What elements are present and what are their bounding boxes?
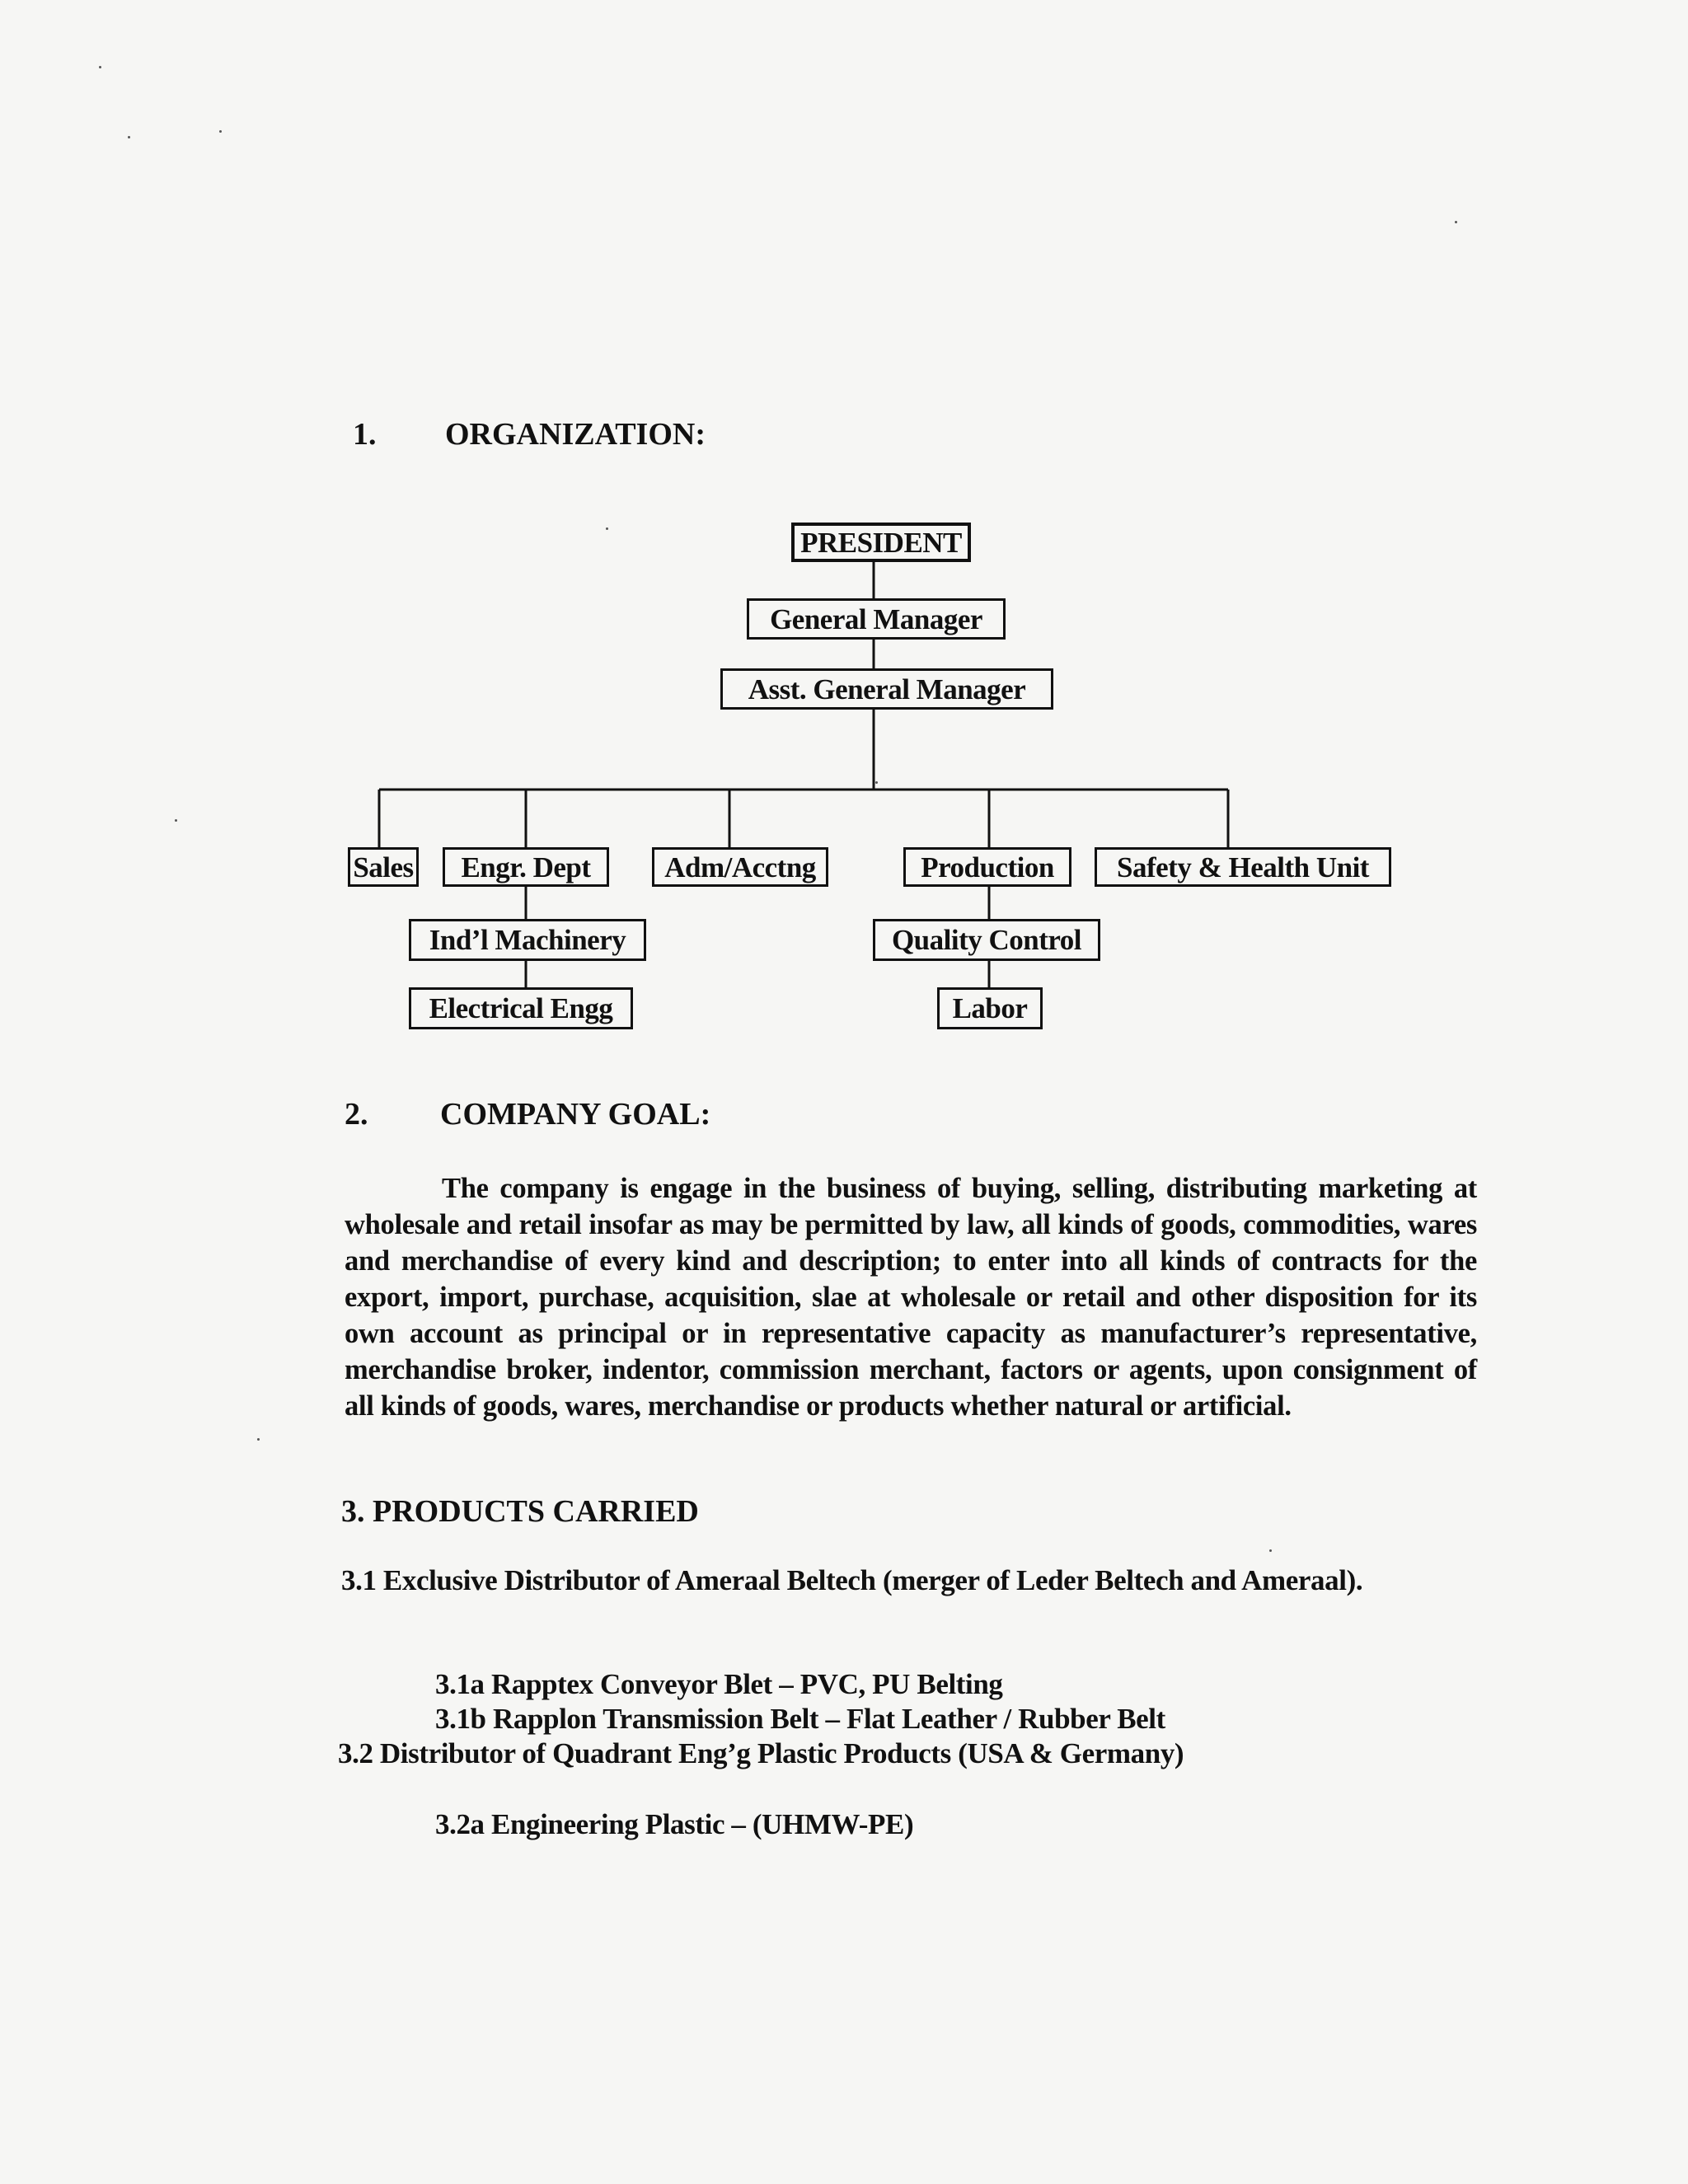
scan-speck [1269,1549,1272,1552]
company-goal-paragraph [345,1170,1477,1424]
scan-speck [175,819,177,822]
scan-speck [875,781,878,784]
org-box-indl-machinery: Ind’l Machinery [409,919,646,961]
org-box-safety-health: Safety & Health Unit [1095,847,1391,887]
org-box-general-manager: General Manager [747,598,1006,640]
section-heading-products: 3. PRODUCTS CARRIED [341,1494,699,1529]
product-item-3-1: 3.1 Exclusive Distributor of Ameraal Beltech (merger of Leder Beltech and Ameraal). [341,1564,1363,1596]
section-title: ORGANIZATION: [445,417,706,452]
section-number: 1. [353,417,377,452]
scan-speck [219,130,222,133]
scan-speck [99,66,101,68]
section-number: 2. [345,1097,368,1132]
org-box-adm-acctng: Adm/Acctng [652,847,828,887]
org-box-engr-dept: Engr. Dept [443,847,609,887]
org-box-asst-general-manager: Asst. General Manager [720,668,1053,710]
org-box-electrical-engg: Electrical Engg [409,987,633,1029]
section-title: COMPANY GOAL: [440,1097,711,1132]
scan-speck [257,1438,260,1441]
org-box-sales: Sales [348,847,419,887]
product-item-3-2: 3.2 Distributor of Quadrant Eng’g Plastic Products (USA & Germany) [338,1737,1184,1769]
section-heading-goal [345,1096,710,1132]
scan-speck [606,527,608,530]
org-box-production: Production [903,847,1071,887]
org-box-quality-control: Quality Control [873,919,1100,961]
org-box-president: PRESIDENT [791,523,971,562]
scan-speck [1455,221,1457,223]
scan-speck [128,136,130,138]
org-box-labor: Labor [937,987,1043,1029]
product-item-3-1b: 3.1b Rapplon Transmission Belt – Flat Leather / Rubber Belt [435,1703,1165,1735]
company-goal-text: The company is engage in the business of buying, selling, distributing marketing at wholesale and retail insofar as may be permitted by law, all kinds of goods, commodities, wares and merchandise of every kind and description; to enter into all kinds of contracts for the export, import, purchase, acquisition, slae at wholesale or retail and other disposition for its own account as principal or in representative capacity as manufacturer’s representative, merchandise broker, indentor, commission merchant, factors or agents, upon consignment of all kinds of goods, wares, merchandise or products whether natural or artificial. [345,1173,1477,1422]
product-item-3-2a: 3.2a Engineering Plastic – (UHMW-PE) [435,1808,914,1840]
product-item-3-1a: 3.1a Rapptex Conveyor Blet – PVC, PU Belting [435,1668,1003,1700]
